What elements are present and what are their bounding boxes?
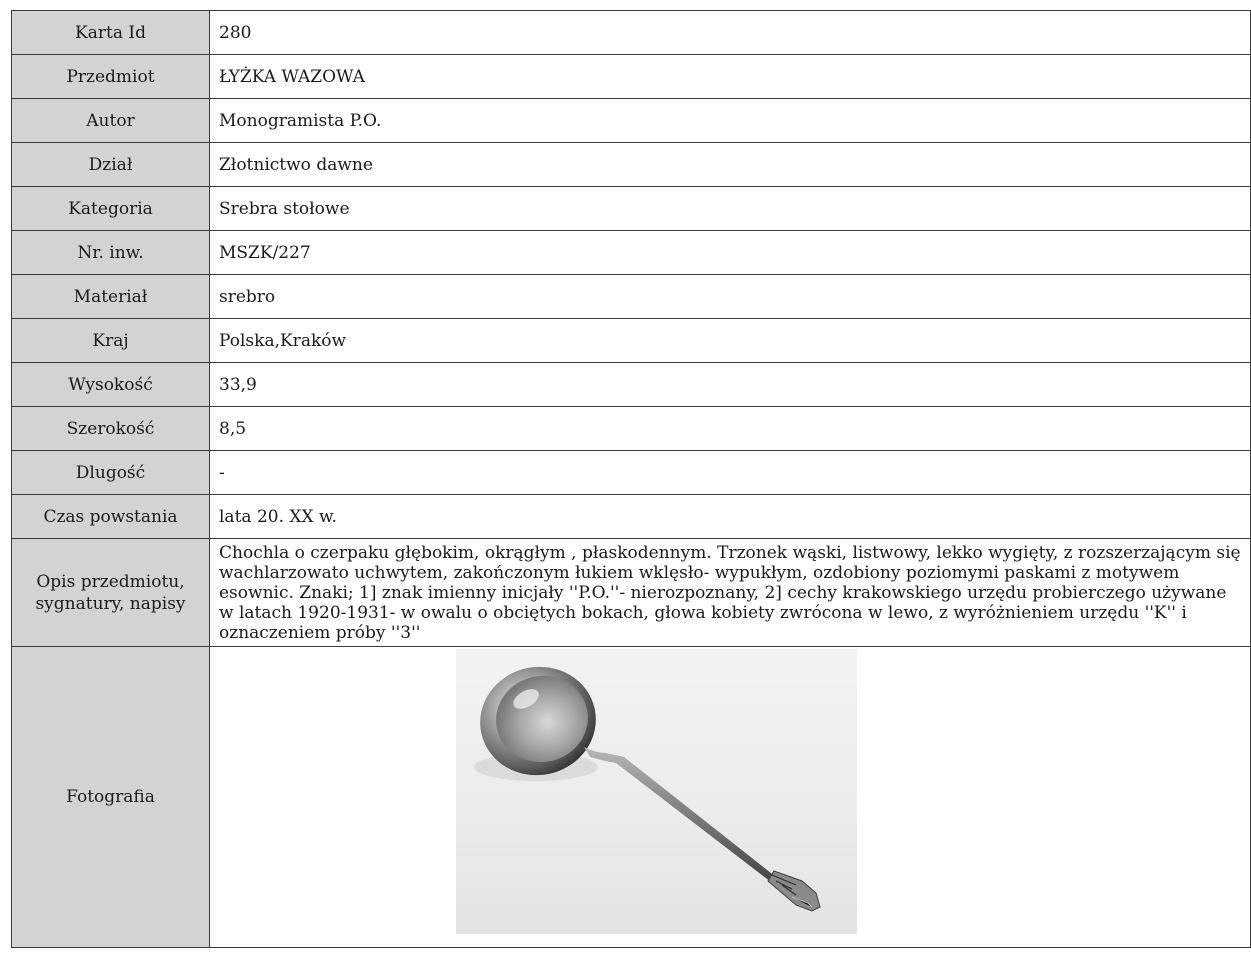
value-dzial: Złotnictwo dawne [210, 143, 1251, 187]
value-dlugosc: - [210, 451, 1251, 495]
row-wysokosc [12, 363, 1251, 407]
row-karta-id [12, 11, 1251, 55]
value-opis: Chochla o czerpaku głębokim, okrągłym , płaskodennym. Trzonek wąski, listwowy, lekko wygięty, z rozszerzającym się wachlarzowato uchwytem, zakończonym łukiem wklęsło- wypukłym, ozdobiony poziomymi paskami z motywem esownic. Znaki; 1] znak imienny inicjały ''P.O.''- nierozpoznany, 2] cechy krakowskiego urzędu probierczego używane w latach 1920-1931- w owalu o obciętych bokach, głowa kobiety zwrócona w lewo, z wyróżnieniem urzędu ''K'' i oznaczeniem próby ''3'' [210, 539, 1251, 647]
row-kategoria [12, 187, 1251, 231]
ladle-photo[interactable] [456, 649, 857, 934]
label-material: Materiał [12, 275, 210, 319]
value-kraj: Polska,Kraków [210, 319, 1251, 363]
value-czas-powstania: lata 20. XX w. [210, 495, 1251, 539]
value-wysokosc: 33,9 [210, 363, 1251, 407]
ladle-illustration [456, 649, 857, 934]
photo-container [210, 647, 1250, 947]
label-dlugosc: Dlugość [12, 451, 210, 495]
label-opis [12, 539, 210, 647]
value-nr-inw: MSZK/227 [210, 231, 1251, 275]
row-szerokosc [12, 407, 1251, 451]
value-przedmiot: ŁYŻKA WAZOWA [210, 55, 1251, 99]
label-opis-line2: sygnatury, napisy [35, 593, 186, 614]
value-kategoria: Srebra stołowe [210, 187, 1251, 231]
label-szerokosc: Szerokość [12, 407, 210, 451]
label-autor: Autor [12, 99, 210, 143]
row-opis [12, 539, 1251, 647]
value-szerokosc: 8,5 [210, 407, 1251, 451]
row-kraj [12, 319, 1251, 363]
label-nr-inw: Nr. inw. [12, 231, 210, 275]
row-czas-powstania [12, 495, 1251, 539]
value-autor: Monogramista P.O. [210, 99, 1251, 143]
row-fotografia [12, 647, 1251, 948]
object-card-table [11, 10, 1251, 948]
row-przedmiot [12, 55, 1251, 99]
row-dlugosc [12, 451, 1251, 495]
row-dzial [12, 143, 1251, 187]
label-kraj: Kraj [12, 319, 210, 363]
value-karta-id: 280 [210, 11, 1251, 55]
value-fotografia [210, 647, 1251, 948]
label-przedmiot: Przedmiot [12, 55, 210, 99]
row-autor [12, 99, 1251, 143]
value-material: srebro [210, 275, 1251, 319]
label-karta-id: Karta Id [12, 11, 210, 55]
label-czas-powstania: Czas powstania [12, 495, 210, 539]
label-opis-line1: Opis przedmiotu, [36, 571, 185, 592]
label-wysokosc: Wysokość [12, 363, 210, 407]
label-dzial: Dział [12, 143, 210, 187]
row-nr-inw [12, 231, 1251, 275]
row-material [12, 275, 1251, 319]
label-fotografia: Fotografia [12, 647, 210, 948]
label-kategoria: Kategoria [12, 187, 210, 231]
